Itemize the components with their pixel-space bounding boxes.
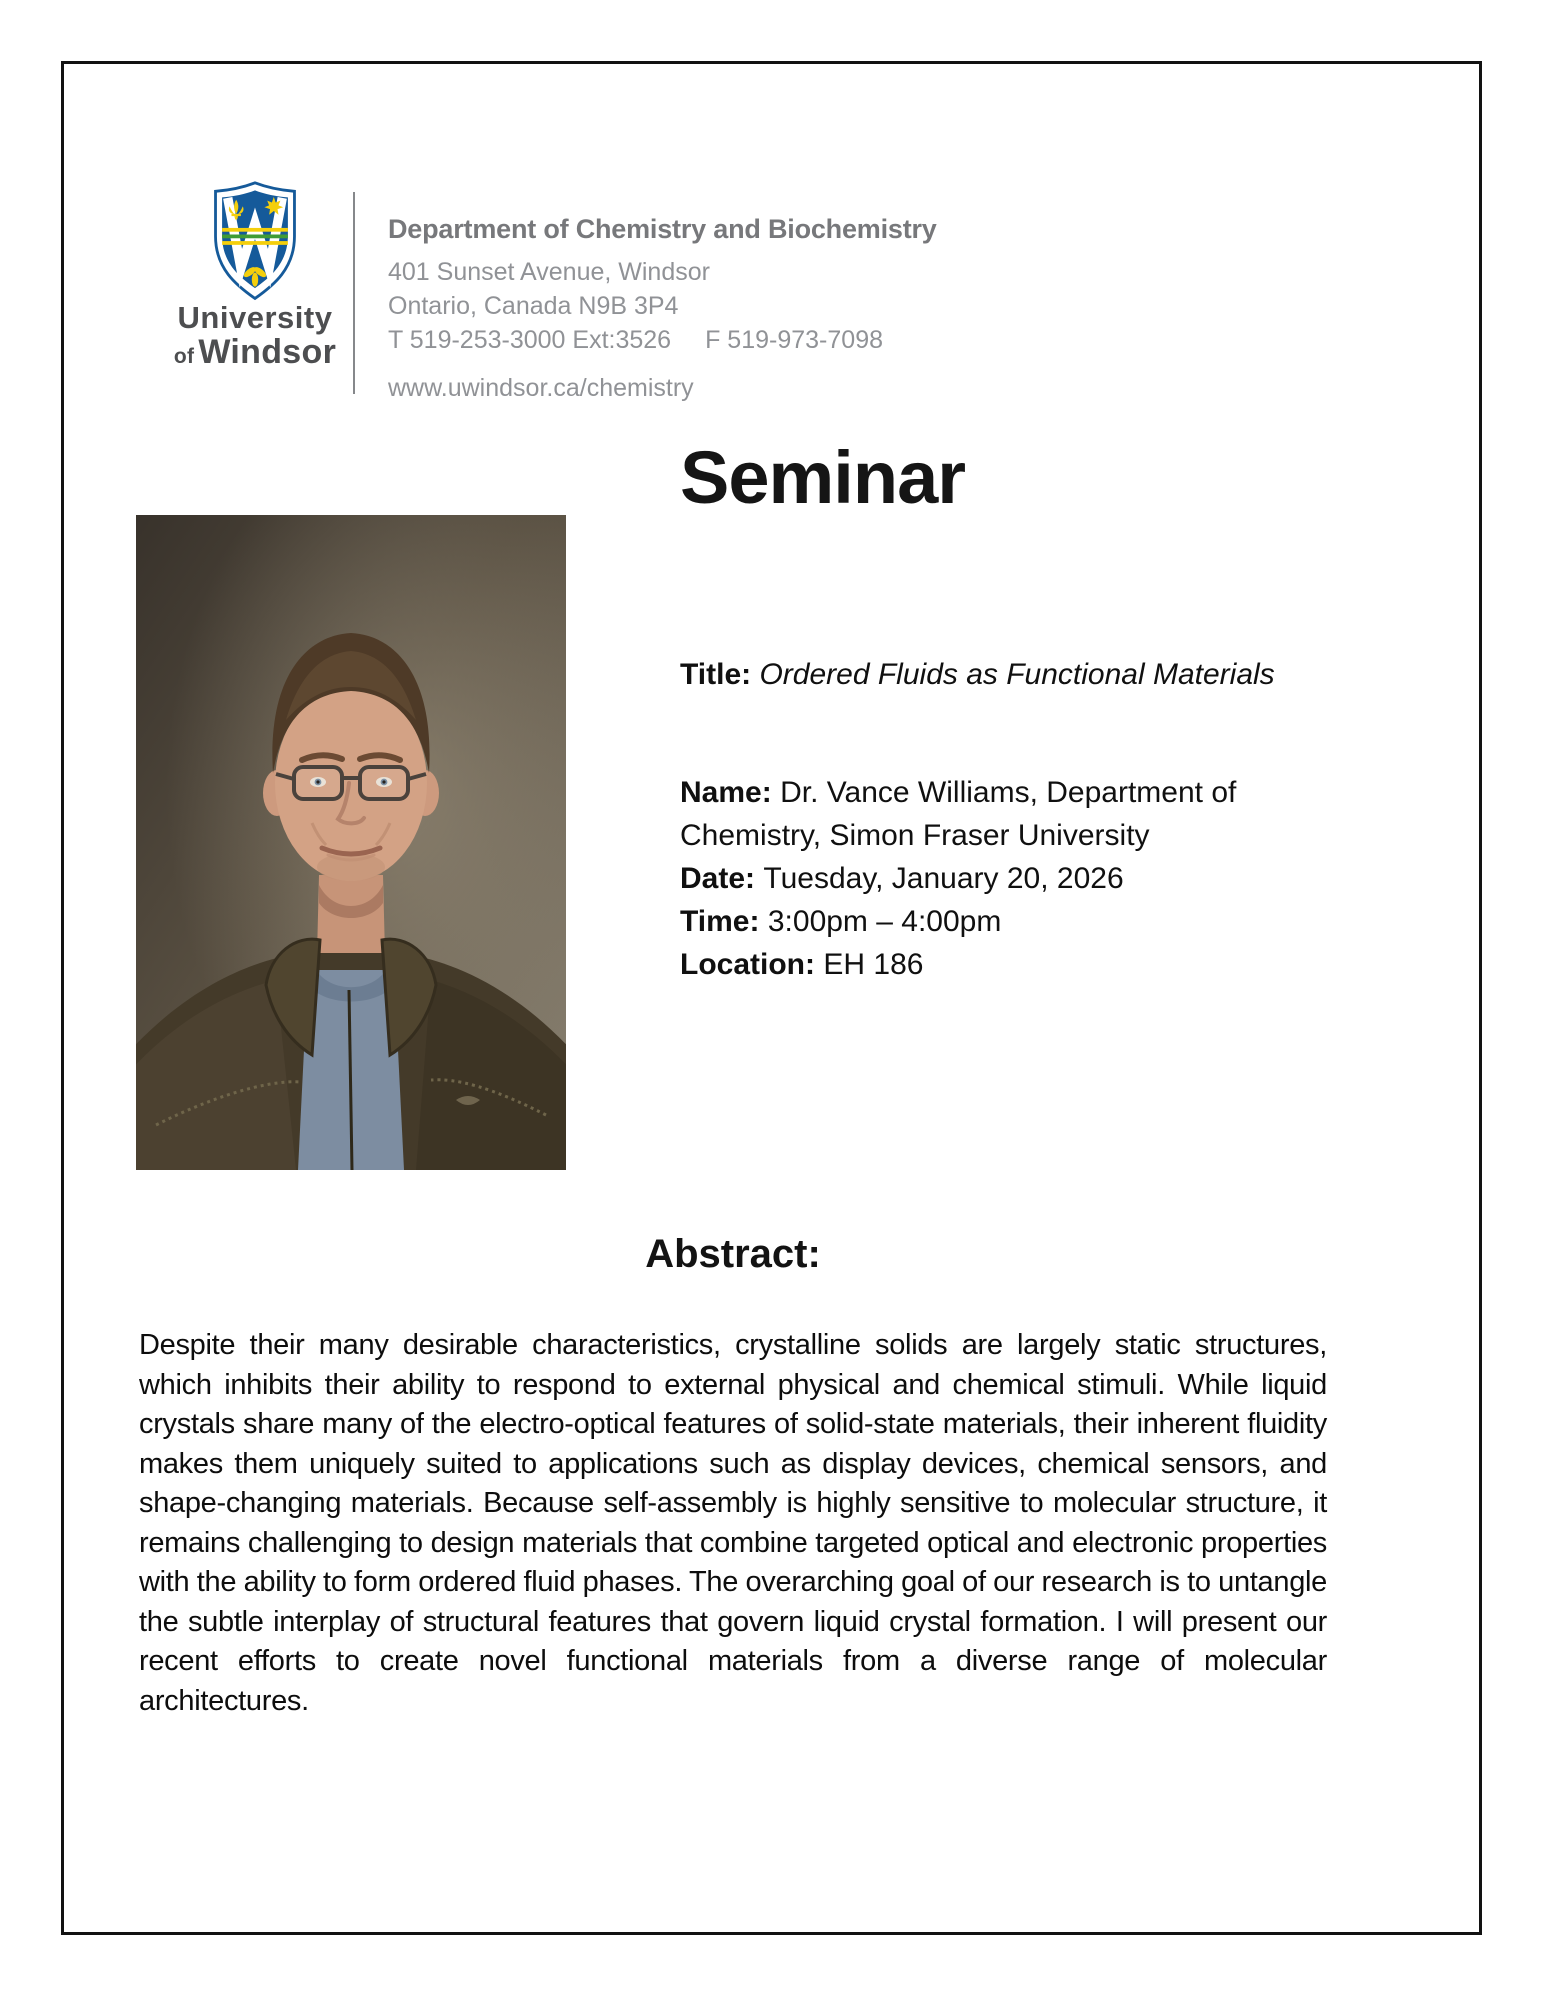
detail-time-line: Time: 3:00pm – 4:00pm <box>680 905 1002 938</box>
abstract-heading: Abstract: <box>645 1232 821 1276</box>
address-line-2: Ontario, Canada N9B 3P4 <box>388 292 679 320</box>
title-value: Ordered Fluids as Functional Materials <box>759 658 1275 691</box>
address-line-1: 401 Sunset Avenue, Windsor <box>388 258 710 286</box>
letterhead-contact-block <box>388 212 1148 405</box>
wordmark-windsor: of Windsor <box>173 333 337 372</box>
department-name: Department of Chemistry and Biochemistry <box>388 214 937 244</box>
detail-name-continuation: Chemistry, Simon Fraser University <box>680 819 1150 852</box>
phone-number: T 519-253-3000 Ext:3526 <box>388 326 672 354</box>
seminar-title-line <box>680 655 1420 695</box>
website-url: www.uwindsor.ca/chemistry <box>388 374 694 402</box>
title-label: Title: <box>680 658 752 691</box>
fax-number: F 519-973-7098 <box>705 326 883 354</box>
seminar-heading: Seminar <box>680 436 966 519</box>
detail-location-line: Location: EH 186 <box>680 948 924 981</box>
speaker-photo <box>136 515 566 1170</box>
abstract-body: Despite their many desirable characteristics, crystalline solids are largely static structures, which inhibits their ability to respond to external physical and chemical stimuli. While liquid crystals share many of the electro-optical features of solid-state materials, their inherent fluidity makes them uniquely suited to applications such as display devices, chemical sensors, and shape-changing materials. Because self-assembly is highly sensitive to molecular structure, it remains challenging to design materials that combine targeted optical and electronic properties with the ability to form ordered fluid phases. The overarching goal of our research is to untangle the subtle interplay of structural features that govern liquid crystal formation. I will present our recent efforts to create novel functional materials from a diverse range of molecular architectures. <box>139 1329 1327 1717</box>
detail-name-line: Name: Dr. Vance Williams, Department of <box>680 776 1237 809</box>
seminar-details <box>680 771 1440 986</box>
detail-date-line: Date: Tuesday, January 20, 2026 <box>680 862 1124 895</box>
phone-fax-line <box>388 323 1148 357</box>
letterhead-divider <box>353 192 355 394</box>
university-wordmark <box>138 301 372 371</box>
university-logo-icon <box>208 180 302 302</box>
wordmark-university: University <box>177 300 333 335</box>
